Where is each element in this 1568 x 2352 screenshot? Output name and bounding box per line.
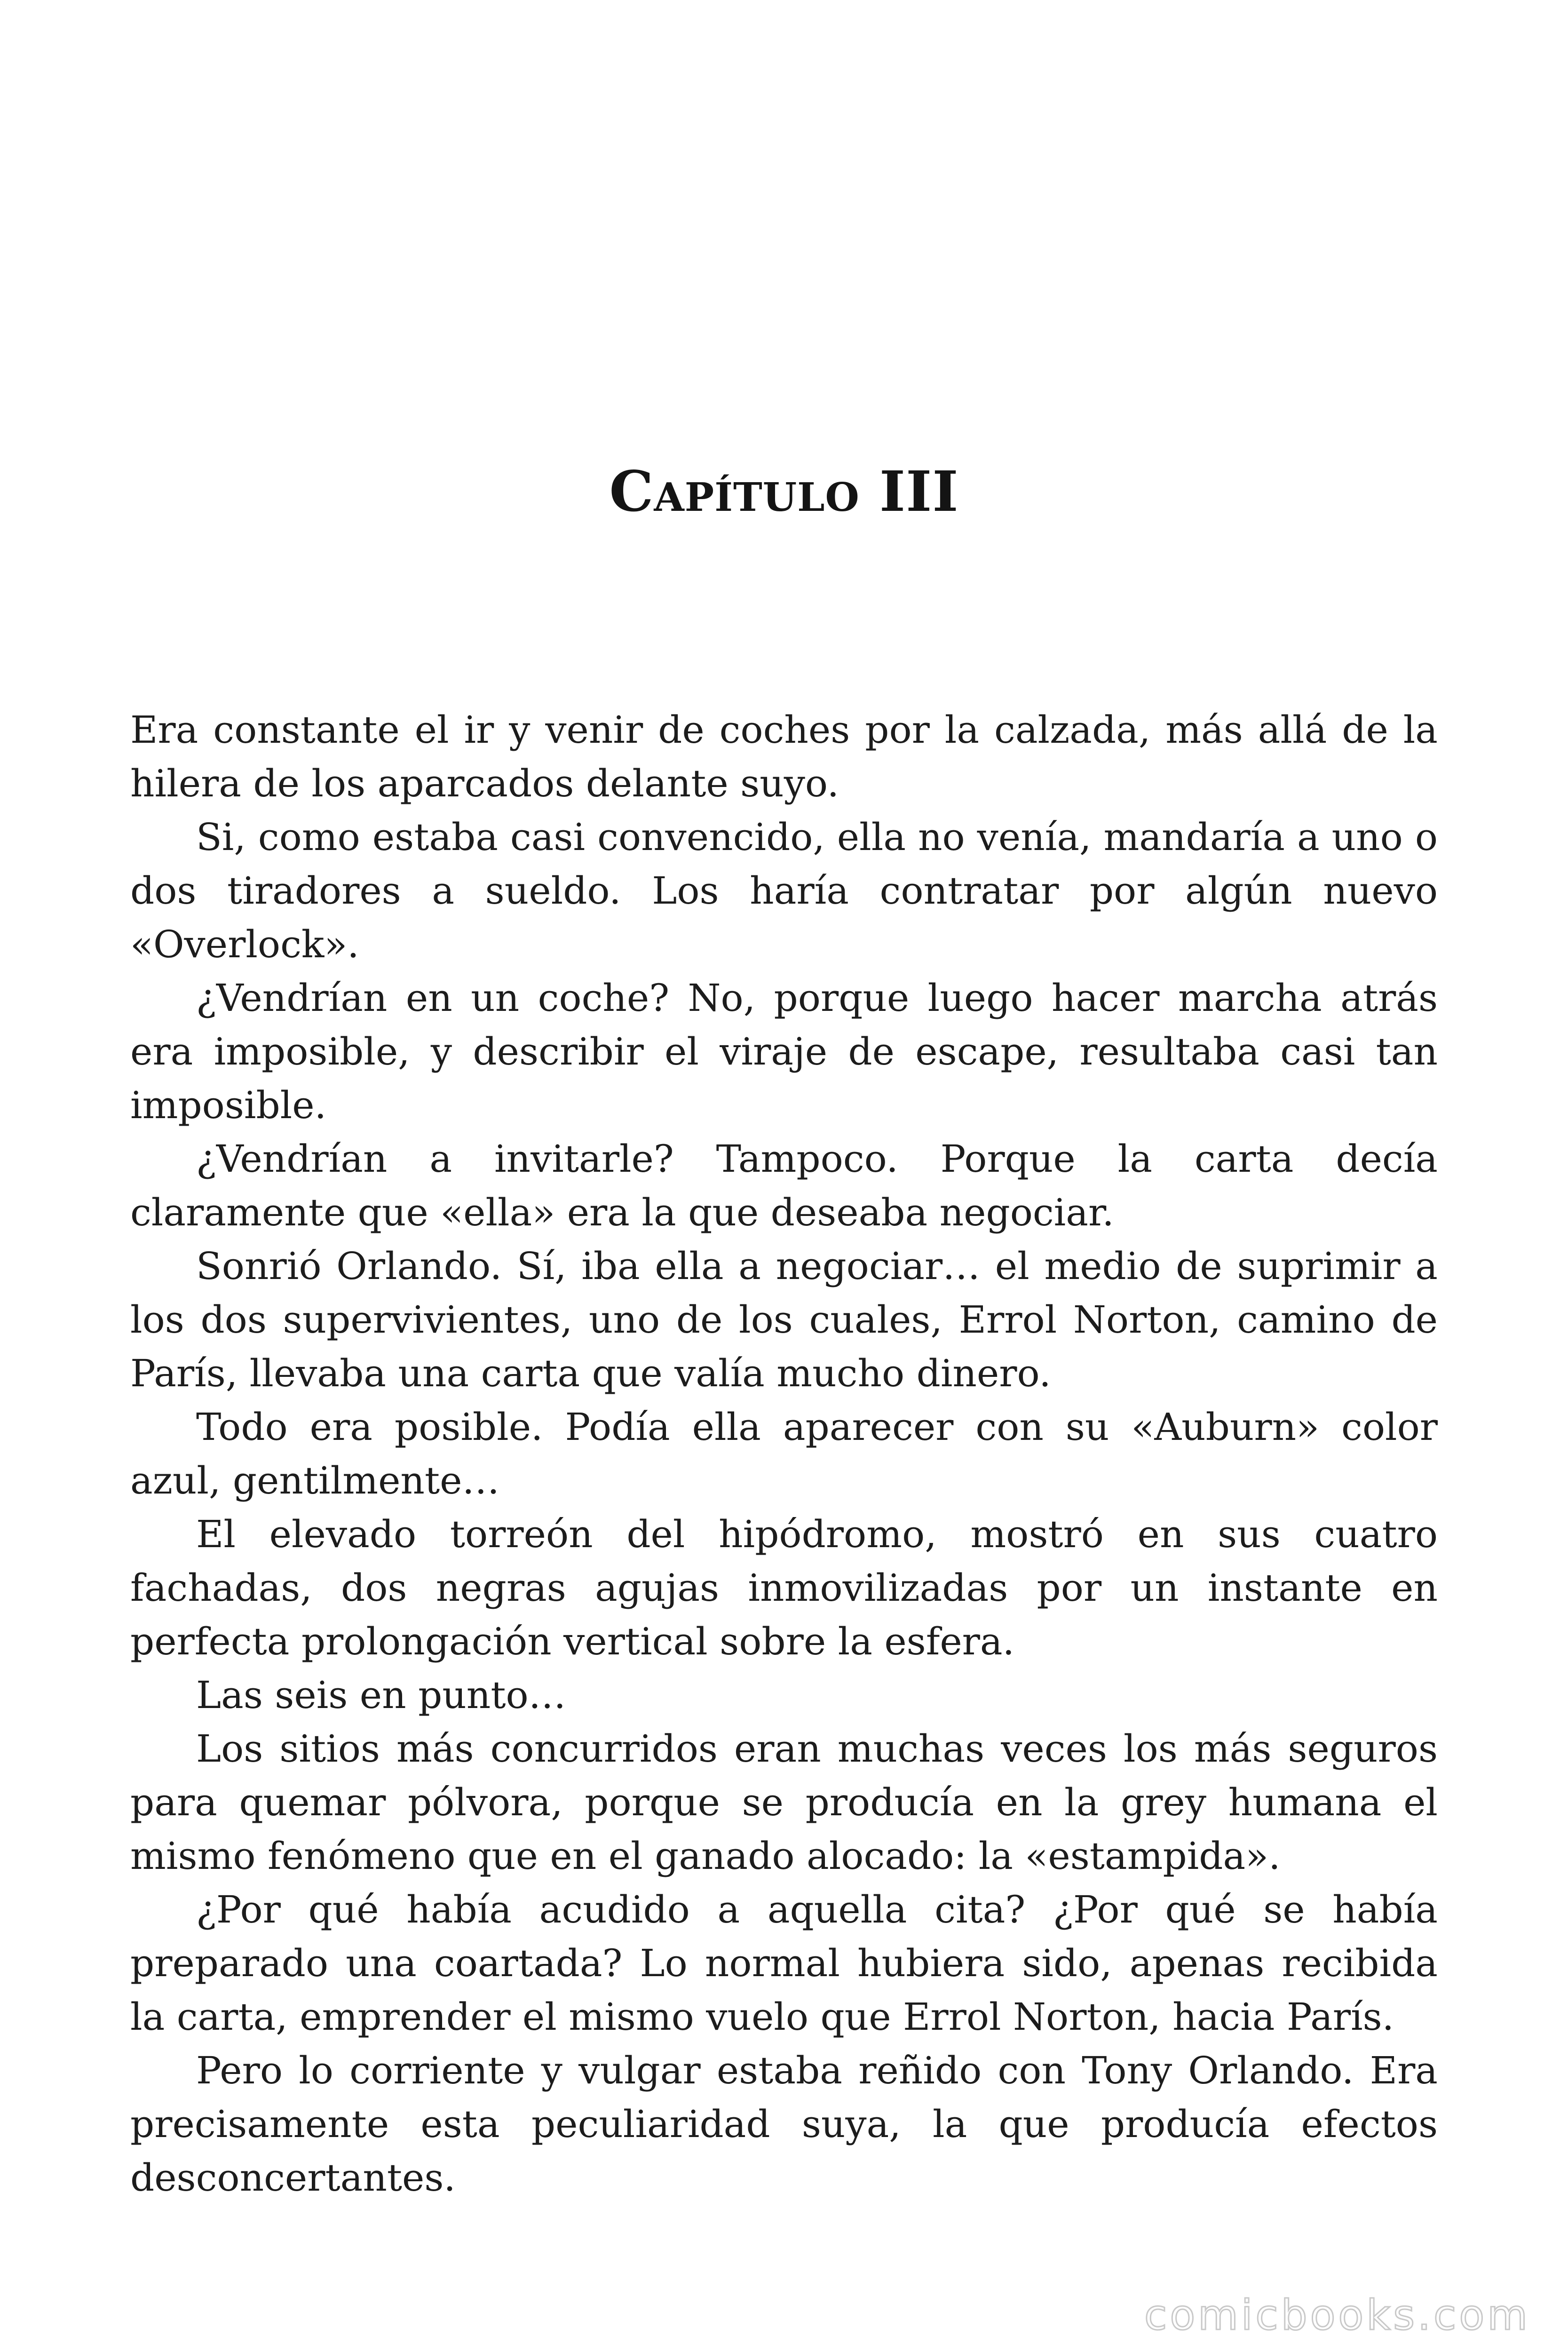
paragraph-7: El elevado torreón del hipódromo, mostró en sus cuatro fachadas, dos negras agujas inmovilizadas por un instante en perfecta prolongación vertical sobre la esfera.: [130, 1512, 1438, 1663]
watermark: comicbooks.com: [1144, 2291, 1530, 2339]
paragraph-1: Era constante el ir y venir de coches por la calzada, más allá de la hilera de los aparcados delante suyo.: [130, 708, 1438, 805]
paragraph-11: Pero lo corriente y vulgar estaba reñido con Tony Orlando. Era precisamente esta peculiaridad suya, la que producía efectos desconcertantes.: [130, 2049, 1438, 2200]
chapter-body: [130, 703, 1438, 2205]
paragraph-2: Si, como estaba casi convencido, ella no venía, mandaría a uno o dos tiradores a sueldo. Los haría contratar por algún nuevo «Overlock».: [130, 815, 1438, 966]
paragraph-5: Sonrió Orlando. Sí, iba ella a negociar… el medio de suprimir a los dos supervivientes, uno de los cuales, Errol Norton, camino de París, llevaba una carta que valía mucho dinero.: [130, 1244, 1438, 1395]
paragraph-10: ¿Por qué había acudido a aquella cita? ¿Por qué se había preparado una coartada? Lo normal hubiera sido, apenas recibida la carta, emprender el mismo vuelo que Errol Norton, hacia París.: [130, 1888, 1438, 2039]
chapter-title: Capítulo III: [609, 459, 959, 524]
paragraph-9: Los sitios más concurridos eran muchas veces los más seguros para quemar pólvora, porque se producía en la grey humana el mismo fenómeno que en el ganado alocado: la «estampida».: [130, 1727, 1438, 1878]
paragraph-3: ¿Vendrían en un coche? No, porque luego hacer marcha atrás era imposible, y describir el viraje de escape, resultaba casi tan imposible.: [130, 976, 1438, 1127]
paragraph-6: Todo era posible. Podía ella aparecer con su «Auburn» color azul, gentilmente…: [130, 1405, 1438, 1502]
paragraph-8: Las seis en punto…: [196, 1673, 566, 1717]
paragraph-4: ¿Vendrían a invitarle? Tampoco. Porque la carta decía claramente que «ella» era la que deseaba negociar.: [130, 1137, 1438, 1234]
